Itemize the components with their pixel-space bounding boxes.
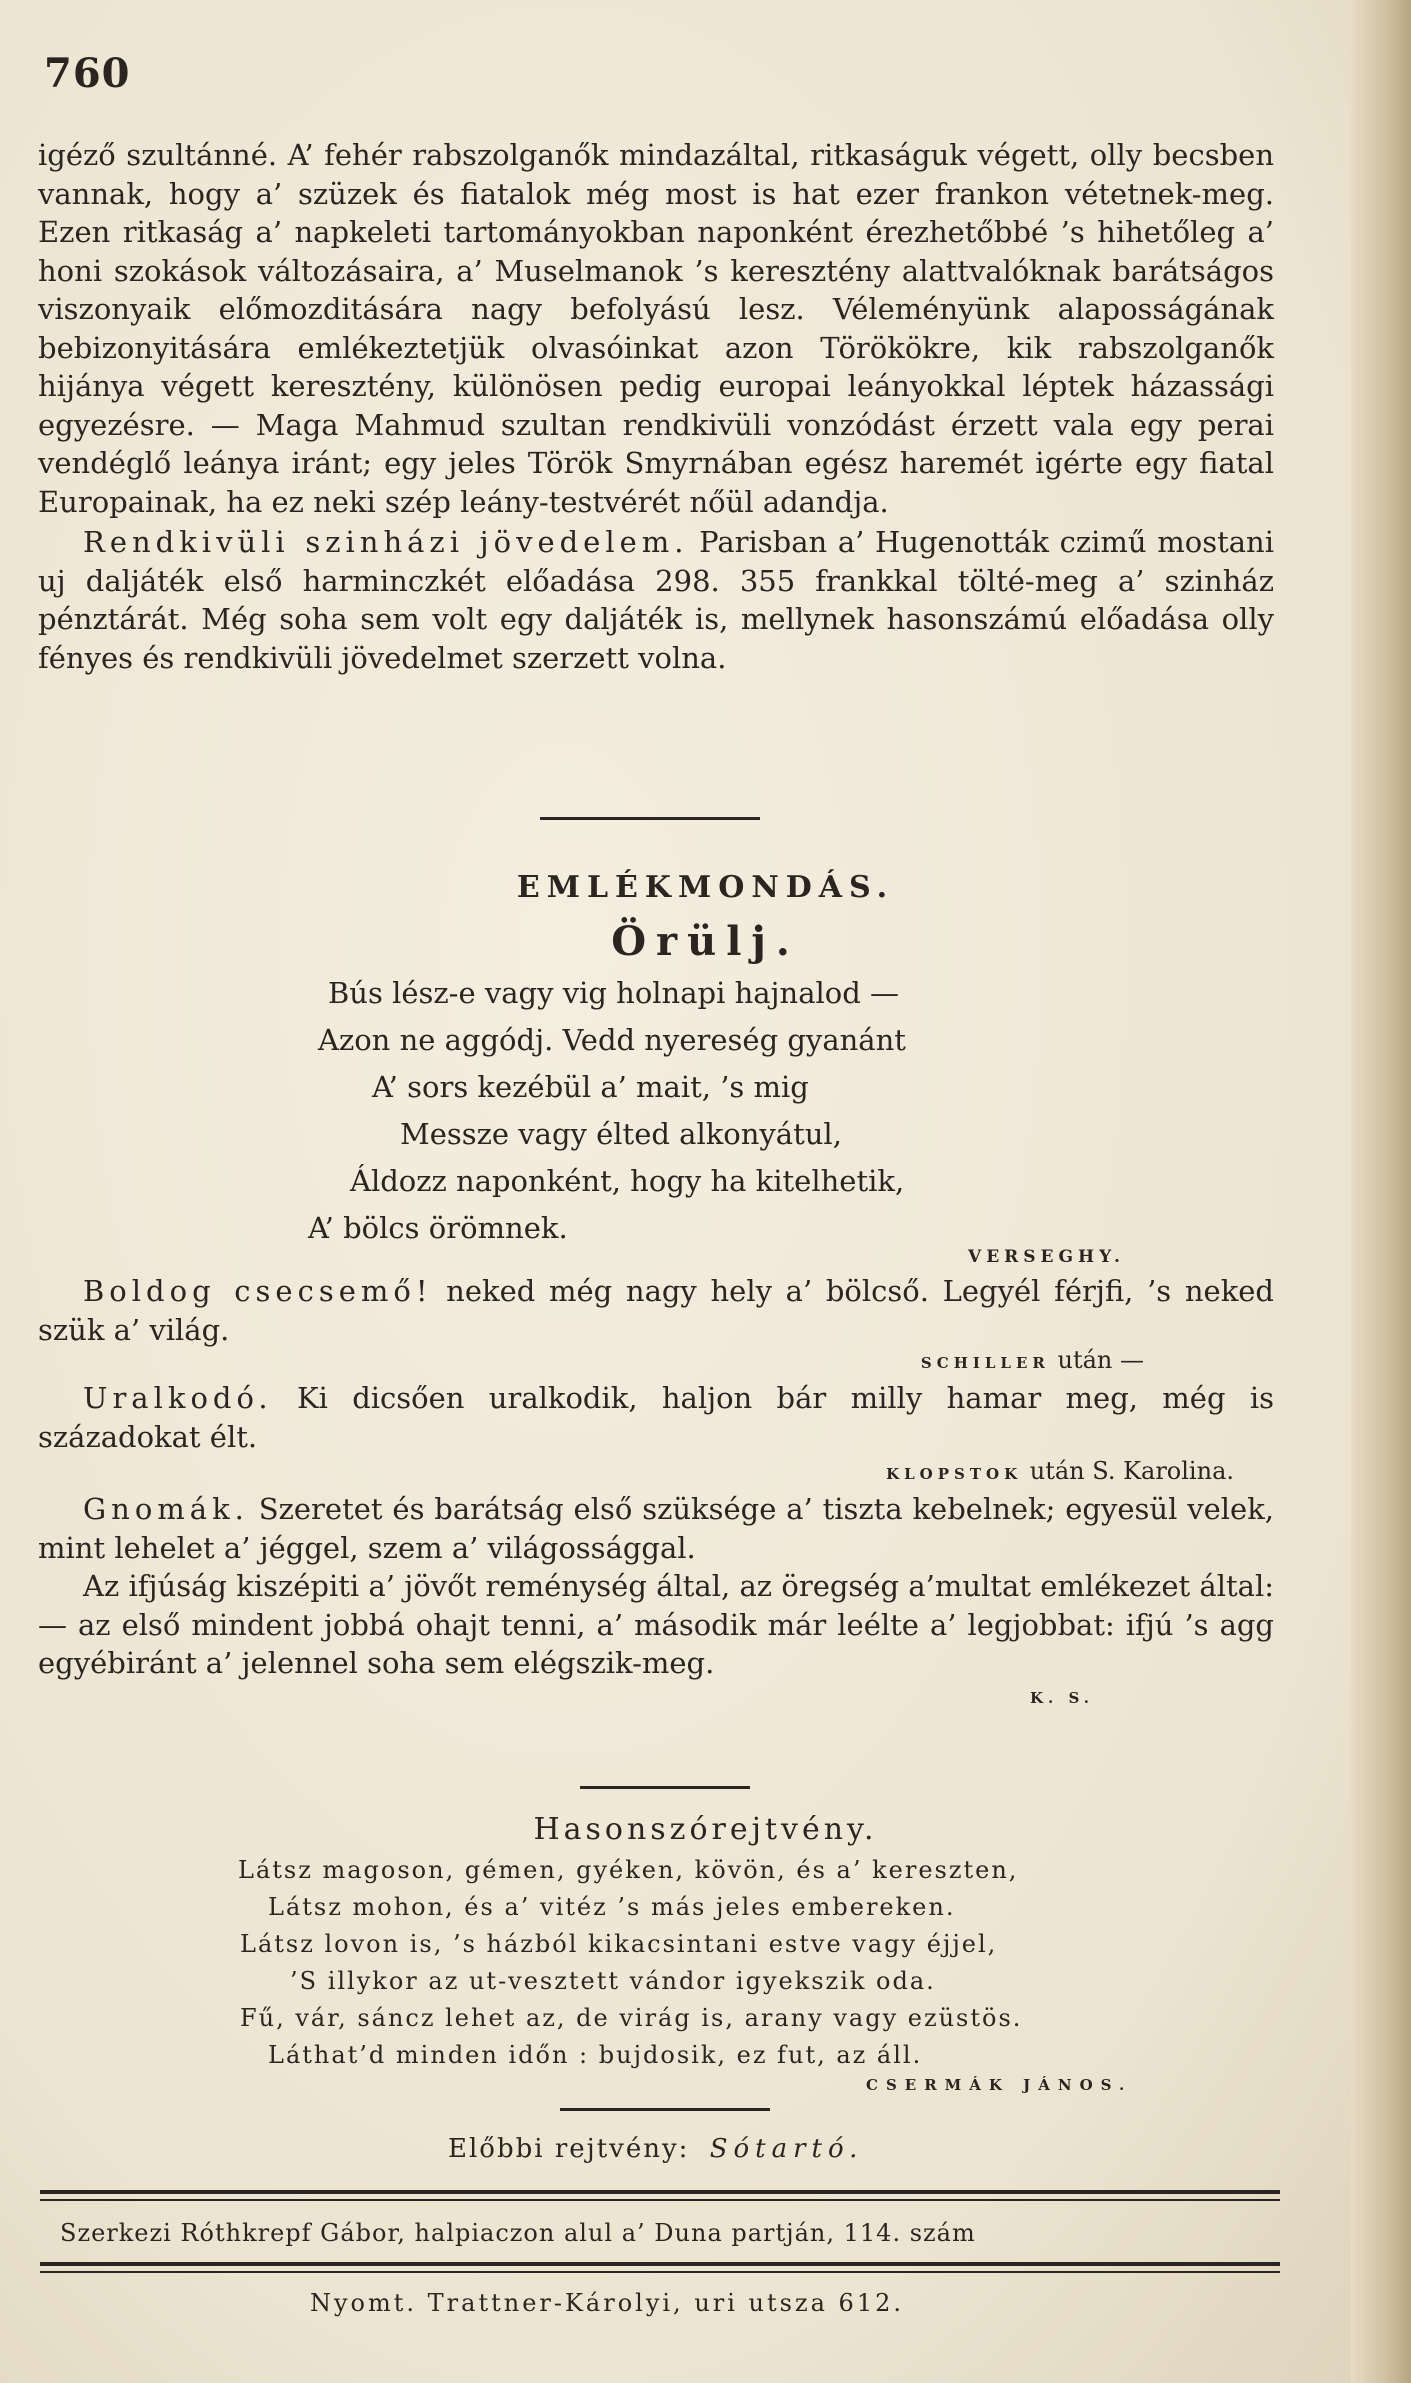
maxim-ruler-source-name: KLOPSTOK (886, 1465, 1023, 1483)
section-title: EMLÉKMONDÁS. (516, 870, 895, 905)
maxim-baby (38, 1272, 1274, 1349)
maxim-baby-text: neked még nagy hely a’ bölcső. Legyél férjfi, ’s neked szük a’ világ. (38, 1274, 1274, 1347)
riddle-line-1: Látsz magoson, gémen, gyéken, kövön, és a’ kereszten, (238, 1856, 1019, 1884)
footer-rule-top (40, 2190, 1280, 2201)
maxim-baby-source-name: SCHILLER (920, 1354, 1050, 1372)
article-continuation (38, 136, 1274, 677)
riddle-author: CSERMÁK JÁNOS. (866, 2076, 1133, 2094)
poem-title: Örülj. (611, 918, 800, 965)
theater-income-title: Rendkivüli szinházi jövedelem. (83, 525, 689, 559)
riddle-divider-top (580, 1786, 750, 1789)
previous-riddle (448, 2134, 863, 2164)
page-binding-shadow (1351, 0, 1411, 2383)
riddle-title: Hasonszórejtvény. (533, 1812, 878, 1847)
riddle-line-5: Fű, vár, sáncz lehet az, de virág is, arany vagy ezüstös. (240, 2004, 1023, 2032)
poem-line-4: Messze vagy élted alkonyátul, (400, 1117, 842, 1151)
section-divider (540, 817, 760, 820)
poem-line-3: A’ sors kezébül a’ mait, ’s mig (372, 1070, 809, 1104)
riddle-line-6: Láthat’d minden időn : bujdosik, ez fut, az áll. (268, 2041, 923, 2069)
paragraph-theater-income (38, 523, 1274, 677)
poem-line-2: Azon ne aggódj. Vedd nyereség gyanánt (318, 1023, 906, 1057)
riddle-line-2: Látsz mohon, és a’ vitéz ’s más jeles embereken. (268, 1893, 956, 1921)
riddle-line-3: Látsz lovon is, ’s házból kikacsintani estve vagy éjjel, (240, 1930, 998, 1958)
maxim-youth-source (38, 1683, 1274, 1713)
printer-line: Nyomt. Trattner-Károlyi, uri utsza 612. (310, 2289, 904, 2317)
poem-line-6: A’ bölcs örömnek. (308, 1211, 568, 1245)
maxim-ruler-text: Ki dicsően uralkodik, haljon bár milly hamar meg, még is századokat élt. (38, 1381, 1274, 1454)
riddle-divider-bottom (560, 2108, 770, 2111)
poem-line-1: Bús lész-e vagy vig holnapi hajnalod — (328, 976, 900, 1010)
editor-line: Szerkezi Róthkrepf Gábor, halpiaczon alul a’ Duna partján, 114. szám (60, 2219, 976, 2247)
maxim-ruler (38, 1379, 1274, 1456)
maxims-block (38, 1272, 1274, 1713)
maxim-gnomes-label: Gnomák. (83, 1492, 249, 1526)
maxim-ruler-source (38, 1452, 1274, 1490)
theater-income-text: Parisban a’ Hugenották czimű mostani uj daljáték első harminczkét előadása 298. 355 frankkal tölté-meg a’ szinház pénztárát. Még soha sem volt egy daljáték is, mellynek hasonszámú előadása olly fényes és rendkivüli jövedelmet szerzett volna. (38, 525, 1274, 675)
page-number: 760 (44, 50, 131, 97)
footer-rule-bottom (40, 2262, 1280, 2273)
poem-author: VERSEGHY. (968, 1247, 1125, 1267)
maxim-youth: Az ifjúság kiszépiti a’ jövőt reménység által, az öregség a’multat emlékezet által: — az első mindent jobbá ohajt tenni, a’ második már leélte a’ legjobbat: ifjú ’s agg egyébiránt a’ jelennel soha sem elégszik-meg. (38, 1569, 1274, 1680)
maxim-ruler-label: Uralkodó. (83, 1381, 273, 1415)
maxim-gnomes (38, 1490, 1274, 1567)
poem-line-5: Áldozz naponként, hogy ha kitelhetik, (350, 1164, 905, 1198)
maxim-baby-label: Boldog csecsemő! (83, 1274, 433, 1308)
maxim-youth-source-name: K. S. (1029, 1688, 1094, 1707)
paragraph-slaves: igéző szultánné. A’ fehér rabszolganők mindazáltal, ritkaságuk végett, olly becsben vannak, hogy a’ szüzek és fiatalok még most is hat ezer frankon vétetnek-meg. Ezen ritkaság a’ napkeleti tartományokban naponként érezhetőbbé ’s hihetőleg a’ honi szokások változásaira, a’ Muselmanok ’s keresztény alattvalóknak barátságos viszonyaik előmozditására nagy befolyású lesz. Véleményünk alaposságának bebizonyitására emlékeztetjük olvasóinkat azon Törökökre, kik rabszolganők hijánya végett keresztény, különösen pedig europai leányokkal léptek házassági egyezésre. — Maga Mahmud szultan rendkivüli vonzódást érzett vala egy perai vendéglő leánya iránt; egy jeles Török Smyrnában egész haremét igérte egy fiatal Europainak, ha ez neki szép leány-testvérét nőül adandja. (38, 138, 1274, 519)
maxim-ruler-source-tail: után S. Karolina. (1022, 1457, 1234, 1485)
maxim-baby-source-tail: után — (1049, 1346, 1144, 1374)
previous-riddle-label: Előbbi rejtvény: (448, 2134, 690, 2164)
riddle-line-4: ’S illykor az ut-vesztett vándor igyekszik oda. (290, 1967, 936, 1995)
maxim-gnomes-text: Szeretet és barátság első szüksége a’ tiszta kebelnek; egyesül velek, mint lehelet a’ jéggel, szem a’ világossággal. (38, 1492, 1274, 1565)
previous-riddle-answer: Sótartó. (709, 2134, 864, 2164)
